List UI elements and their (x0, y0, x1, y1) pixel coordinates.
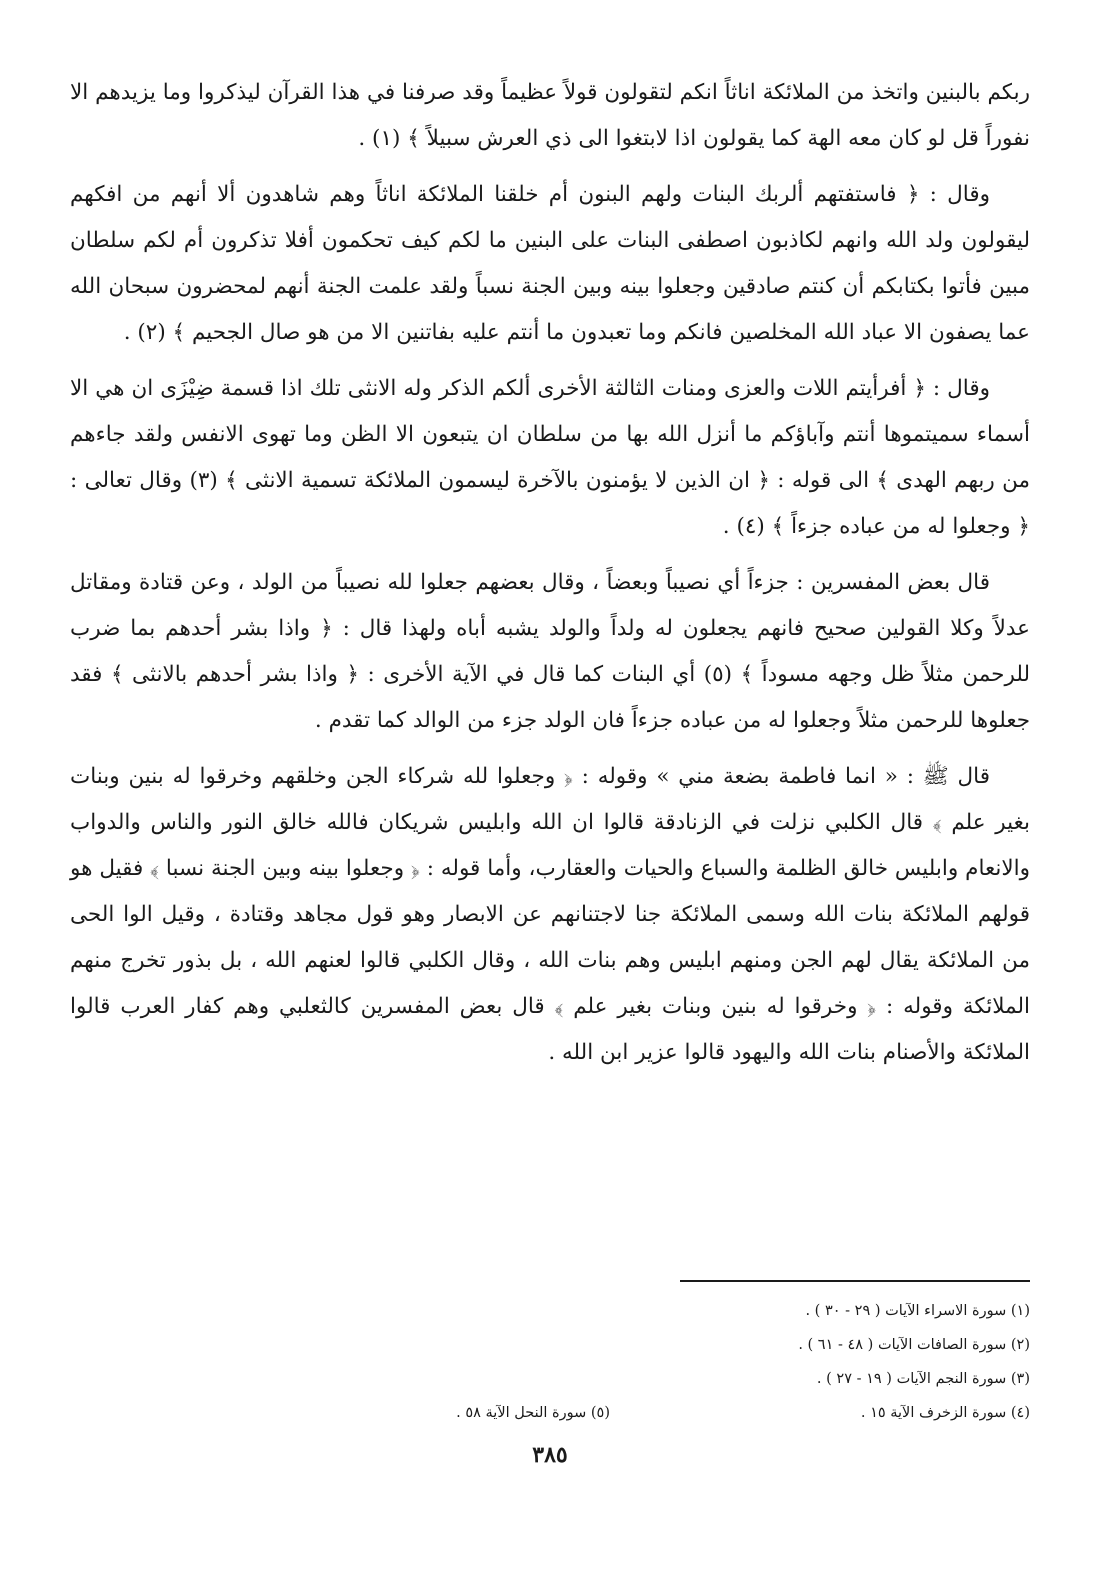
paragraph-5: قال ﷺ : « انما فاطمة بضعة مني » وقوله : ﴿ وجعلوا لله شركاء الجن وخلقهم وخرقوا له بنين وبنات بغير علم ﴾ قال الكلبي نزلت في الزنادقة قالوا ان الله وابليس شريكان فالله خالق النور والناس والدواب والانعام وابليس خالق الظلمة والسباع والحيات والعقارب، وأما قوله : ﴿ وجعلوا بينه وبين الجنة نسبا ﴾ فقيل هو قولهم الملائكة بنات الله وسمى الملائكة جنا لاجتنانهم عن الابصار وهو قول مجاهد وقتادة ، وقيل الوا الحى من الملائكة يقال لهم الجن ومنهم ابليس وهم بنات الله ، وقال الكلبي قالوا لعنهم الله ، بل بذور تخرج منهم الملائكة وقوله : ﴿ وخرقوا له بنين وبنات بغير علم ﴾ قال بعض المفسرين كالثعلبي وهم كفار العرب قالوا الملائكة والأصنام بنات الله واليهود قالوا عزير ابن الله . (70, 764, 1030, 1065)
footnote-2: (٢) سورة الصافات الآيات ( ٤٨ - ٦١ ) . (798, 1337, 1030, 1353)
footnote-1: (١) سورة الاسراء الآيات ( ٢٩ - ٣٠ ) . (805, 1303, 1030, 1319)
footnote-5: (٥) سورة النحل الآية ٥٨ . (456, 1405, 610, 1421)
paragraph-1: ربكم بالبنين واتخذ من الملائكة اناثاً انكم لتقولون قولاً عظيماً وقد صرفنا في هذا القرآن ليذكروا وما يزيدهم الا نفوراً قل لو كان معه الهة كما يقولون اذا لابتغوا الى ذي العرش سبيلاً ﴾ (١) . (70, 80, 1030, 151)
footnote-row (70, 1294, 1030, 1328)
footnotes (70, 1294, 1030, 1430)
footnote-row (70, 1362, 1030, 1396)
footnote-divider (680, 1280, 1030, 1282)
footnote-row (70, 1328, 1030, 1362)
footnote-4: (٤) سورة الزخرف الآية ١٥ . (860, 1405, 1030, 1421)
paragraph-2: وقال : ﴿ فاستفتهم ألربك البنات ولهم البنون أم خلقنا الملائكة اناثاً وهم شاهدون ألا أنهم من افكهم ليقولون ولد الله وانهم لكاذبون اصطفى البنات على البنين ما لكم كيف تحكمون أفلا تذكرون أم لكم سلطان مبين فأتوا بكتابكم أن كنتم صادقين وجعلوا بينه وبين الجنة نسباً ولقد علمت الجنة أنهم لمحضرون سبحان الله عما يصفون الا عباد الله المخلصين فانكم وما تعبدون ما أنتم عليه بفاتنين الا من هو صال الجحيم ﴾ (٢) . (70, 182, 1030, 345)
paragraph-4: قال بعض المفسرين : جزءاً أي نصيباً وبعضاً ، وقال بعضهم جعلوا لله نصيباً من الولد ، وعن قتادة ومقاتل عدلاً وكلا القولين صحيح فانهم يجعلون له ولداً والولد يشبه أباه ولهذا قال : ﴿ واذا بشر أحدهم بما ضرب للرحمن مثلاً ظل وجهه مسوداً ﴾ (٥) أي البنات كما قال في الآية الأخرى : ﴿ واذا بشر أحدهم بالانثى ﴾ فقد جعلوها للرحمن مثلاً وجعلوا له من عباده جزءاً فان الولد جزء من الوالد كما تقدم . (70, 570, 1031, 733)
footnote-row (70, 1396, 1030, 1430)
paragraph-3: وقال : ﴿ أفرأيتم اللات والعزى ومنات الثالثة الأخرى ألكم الذكر وله الانثى تلك اذا قسمة ضِيْزَى ان هي الا أسماء سميتموها أنتم وآباؤكم ما أنزل الله بها من سلطان ان يتبعون الا الظن وما تهوى الانفس ولقد جاءهم من ربهم الهدى ﴾ الى قوله : ﴿ ان الذين لا يؤمنون بالآخرة ليسمون الملائكة تسمية الانثى ﴾ (٣) وقال تعالى : ﴿ وجعلوا له من عباده جزءاً ﴾ (٤) . (70, 376, 1030, 539)
page-number: ٣٨٥ (532, 1442, 568, 1468)
body-text (70, 70, 1030, 1076)
footnote-3: (٣) سورة النجم الآيات ( ١٩ - ٢٧ ) . (816, 1371, 1030, 1387)
book-page (70, 70, 1030, 1530)
